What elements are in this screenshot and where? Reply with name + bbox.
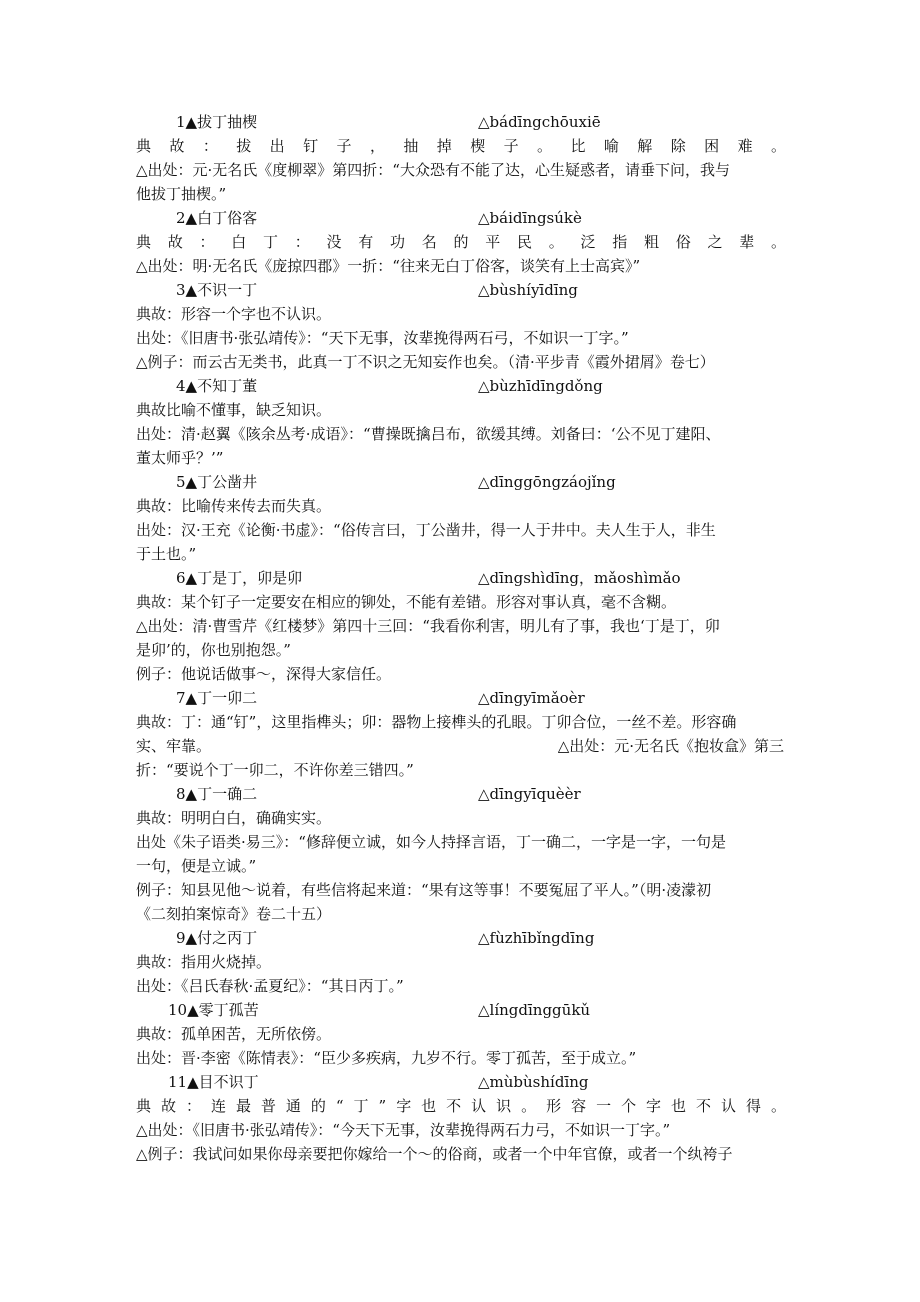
text-line: 典故：形容一个字也不认识。 [136, 305, 332, 323]
text-line: 一句，便是立诚。” [136, 857, 257, 875]
text-line: 出处：清·赵翼《陔余丛考·成语》：“曹操既擒吕布，欲缓其缚。刘备曰：‘公不见丁建阳、 [136, 425, 721, 443]
text-line: △例子：我试问如果你母亲要把你嫁给一个～的俗商，或者一个中年官僚，或者一个纨袴子 [136, 1145, 733, 1163]
text-line: 典故：指用火烧掉。 [136, 953, 272, 971]
text-line: △出处：明·无名氏《庞掠四郡》一折：“往来无白丁俗客，谈笑有上士高宾》” [136, 257, 641, 275]
text-line: 典故：明明白白，确确实实。 [136, 809, 332, 827]
entry-title: 10▲零丁孤苦 [168, 1001, 259, 1019]
entry-title: 1▲拔丁抽楔 [176, 113, 258, 131]
entry-pinyin: △bádīngchōuxiē [478, 113, 601, 131]
entry-pinyin: △língdīnggūkǔ [478, 1001, 591, 1019]
text-line: 《二刻拍案惊奇》卷二十五） [136, 905, 332, 923]
text-line: 典故：拔出钉子，抽掉楔子。比喻解除困难。 [136, 137, 786, 155]
text-line: 他拔丁抽楔。” [136, 185, 227, 203]
entry-title: 5▲丁公凿井 [176, 473, 258, 491]
text-line: 典故：比喻传来传去而失真。 [136, 497, 332, 515]
entry-title: 8▲丁一确二 [176, 785, 258, 803]
text-line: 董太师乎？’” [136, 449, 224, 467]
text-line: 出处：汉·王充《论衡·书虚》：“俗传言曰，丁公凿井，得一人于井中。夫人生于人，非生 [136, 521, 716, 539]
text-line: △出处：《旧唐书·张弘靖传》：“今天下无事，汝辈挽得两石力弓，不如识一丁字。” [136, 1121, 671, 1139]
text-line: 出处《朱子语类·易三》：“修辞便立诚，如今人持择言语，丁一确二，一字是一字，一句是 [136, 833, 726, 851]
entry-title: 9▲付之丙丁 [176, 929, 258, 947]
text-line: 折：“要说个丁一卯二，不许你差三错四。” [136, 761, 414, 779]
text-line: 实、牢靠。 [136, 737, 212, 755]
text-line: 出处：《吕氏春秋·孟夏纪》：“其日丙丁。” [136, 977, 404, 995]
entry-title: 11▲目不识丁 [168, 1073, 259, 1091]
text-line: 典故比喻不懂事，缺乏知识。 [136, 401, 332, 419]
text-line: 出处：《旧唐书·张弘靖传》：“天下无事，汝辈挽得两石弓，不如识一丁字。” [136, 329, 629, 347]
entry-title: 4▲不知丁董 [176, 377, 258, 395]
entry-title: 2▲白丁俗客 [176, 209, 258, 227]
entry-pinyin: △bùshíyīdīng [478, 281, 578, 299]
entry-title: 3▲不识一丁 [176, 281, 258, 299]
text-line: △例子：而云古无类书，此真一丁不识之无知妄作也矣。（清·平步青《霞外捃屑》卷七） [136, 353, 715, 371]
text-line: 典故：孤单困苦，无所依傍。 [136, 1025, 332, 1043]
entry-pinyin: △dīngyīmǎoèr [478, 689, 585, 707]
entry-title: 7▲丁一卯二 [176, 689, 258, 707]
text-line: 例子：他说话做事～，深得大家信任。 [136, 665, 392, 683]
text-line: 典故：白丁：没有功名的平民。泛指粗俗之辈。 [136, 233, 786, 251]
entry-pinyin: △mùbùshídīng [478, 1073, 589, 1091]
text-line: △出处：元·无名氏《度柳翠》第四折：“大众恐有不能了达，心生疑惑者，请垂下问，我与 [136, 161, 730, 179]
entry-pinyin: △dīngshìdīng，mǎoshìmǎo [478, 569, 681, 587]
text-line: 典故：某个钉子一定要安在相应的铆处，不能有差错。形容对事认真，毫不含糊。 [136, 593, 677, 611]
text-line: 典故：丁：通“钉”，这里指榫头；卯：器物上接榫头的孔眼。丁卯合位，一丝不差。形容确 [136, 713, 737, 731]
text-line: △出处：清·曹雪芹《红楼梦》第四十三回：“我看你利害，明儿有了事，我也‘丁是丁，卯 [136, 617, 720, 635]
entry-pinyin: △bùzhīdīngdǒng [478, 377, 603, 395]
entry-pinyin: △fùzhībǐngdīng [478, 929, 595, 947]
text-line: 典故：连最普通的“丁”字也不认识。形容一个字也不认得。 [136, 1097, 786, 1115]
entry-title: 6▲丁是丁，卯是卯 [176, 569, 303, 587]
text-line: 于土也。” [136, 545, 197, 563]
text-line: △出处：元·无名氏《抱妆盒》第三 [557, 737, 784, 755]
text-line: 例子：知县见他～说着，有些信将起来道：“果有这等事！不要冤屈了平人。”（明·凌濛初 [136, 881, 712, 899]
entry-pinyin: △dīnggōngzáojǐng [478, 473, 616, 491]
entry-pinyin: △báidīngsúkè [478, 209, 582, 227]
text-line: 是卯’的，你也别抱怨。” [136, 641, 291, 659]
entry-pinyin: △dīngyīquèèr [478, 785, 581, 803]
text-line: 出处：晋·李密《陈情表》：“臣少多疾病，九岁不行。零丁孤苦，至于成立。” [136, 1049, 637, 1067]
